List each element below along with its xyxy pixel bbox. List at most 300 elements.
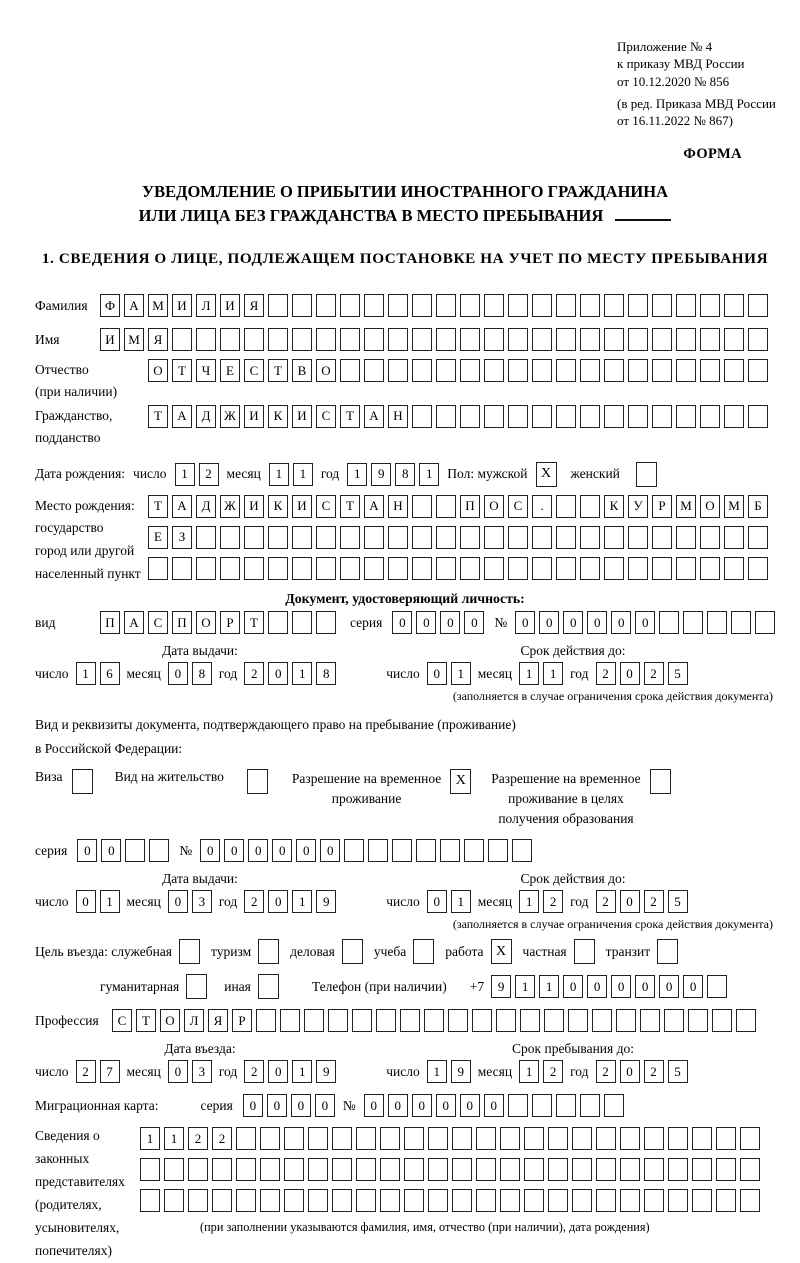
- char-box[interactable]: [604, 557, 624, 580]
- char-box[interactable]: Ф: [100, 294, 120, 317]
- char-box[interactable]: [668, 1189, 688, 1212]
- char-box[interactable]: [640, 1009, 660, 1032]
- char-box[interactable]: А: [364, 405, 384, 428]
- char-box[interactable]: [364, 294, 384, 317]
- char-box[interactable]: [476, 1189, 496, 1212]
- char-box[interactable]: [484, 405, 504, 428]
- sex-female-checkbox[interactable]: [636, 462, 657, 487]
- char-box[interactable]: 1: [175, 463, 195, 486]
- char-box[interactable]: [268, 294, 288, 317]
- char-box[interactable]: [692, 1189, 712, 1212]
- char-box[interactable]: Д: [196, 405, 216, 428]
- char-box[interactable]: Л: [184, 1009, 204, 1032]
- char-box[interactable]: [332, 1158, 352, 1181]
- char-box[interactable]: 9: [371, 463, 391, 486]
- char-box[interactable]: 0: [268, 890, 288, 913]
- char-box[interactable]: 1: [519, 662, 539, 685]
- char-box[interactable]: И: [172, 294, 192, 317]
- char-box[interactable]: Н: [388, 495, 408, 518]
- char-box[interactable]: [652, 557, 672, 580]
- char-box[interactable]: [244, 557, 264, 580]
- char-box[interactable]: Е: [148, 526, 168, 549]
- char-box[interactable]: 0: [272, 839, 292, 862]
- char-box[interactable]: [304, 1009, 324, 1032]
- purpose-transit-checkbox[interactable]: [657, 939, 678, 964]
- char-box[interactable]: [604, 359, 624, 382]
- char-box[interactable]: И: [220, 294, 240, 317]
- char-box[interactable]: [659, 611, 679, 634]
- char-box[interactable]: [532, 526, 552, 549]
- char-box[interactable]: [316, 526, 336, 549]
- char-box[interactable]: [236, 1189, 256, 1212]
- char-box[interactable]: [700, 405, 720, 428]
- char-box[interactable]: 6: [100, 662, 120, 685]
- char-box[interactable]: 1: [519, 1060, 539, 1083]
- char-box[interactable]: С: [244, 359, 264, 382]
- char-box[interactable]: [716, 1158, 736, 1181]
- char-box[interactable]: [256, 1009, 276, 1032]
- char-box[interactable]: 2: [188, 1127, 208, 1150]
- char-box[interactable]: Д: [196, 495, 216, 518]
- char-box[interactable]: [356, 1127, 376, 1150]
- char-box[interactable]: 0: [101, 839, 121, 862]
- temp-residence-edu-checkbox[interactable]: [650, 769, 671, 794]
- char-box[interactable]: И: [100, 328, 120, 351]
- char-box[interactable]: [676, 328, 696, 351]
- char-box[interactable]: О: [148, 359, 168, 382]
- char-box[interactable]: [484, 294, 504, 317]
- char-box[interactable]: [284, 1158, 304, 1181]
- char-box[interactable]: 8: [316, 662, 336, 685]
- char-box[interactable]: [580, 359, 600, 382]
- char-box[interactable]: 0: [364, 1094, 384, 1117]
- char-box[interactable]: [340, 328, 360, 351]
- char-box[interactable]: 0: [291, 1094, 311, 1117]
- char-box[interactable]: 8: [192, 662, 212, 685]
- char-box[interactable]: 1: [427, 1060, 447, 1083]
- char-box[interactable]: [308, 1189, 328, 1212]
- char-box[interactable]: [436, 328, 456, 351]
- char-box[interactable]: [484, 557, 504, 580]
- char-box[interactable]: [548, 1158, 568, 1181]
- char-box[interactable]: [520, 1009, 540, 1032]
- char-box[interactable]: [149, 839, 169, 862]
- char-box[interactable]: [292, 526, 312, 549]
- char-box[interactable]: [388, 328, 408, 351]
- char-box[interactable]: [700, 557, 720, 580]
- char-box[interactable]: 0: [563, 611, 583, 634]
- char-box[interactable]: 0: [224, 839, 244, 862]
- char-box[interactable]: С: [508, 495, 528, 518]
- char-box[interactable]: [740, 1158, 760, 1181]
- char-box[interactable]: 2: [596, 1060, 616, 1083]
- char-box[interactable]: 2: [244, 662, 264, 685]
- char-box[interactable]: 0: [76, 890, 96, 913]
- char-box[interactable]: 0: [320, 839, 340, 862]
- char-box[interactable]: 1: [292, 1060, 312, 1083]
- char-box[interactable]: [748, 526, 768, 549]
- char-box[interactable]: Т: [136, 1009, 156, 1032]
- char-box[interactable]: [572, 1158, 592, 1181]
- char-box[interactable]: П: [100, 611, 120, 634]
- char-box[interactable]: [500, 1158, 520, 1181]
- char-box[interactable]: 0: [200, 839, 220, 862]
- char-box[interactable]: [748, 359, 768, 382]
- char-box[interactable]: [604, 526, 624, 549]
- char-box[interactable]: [508, 405, 528, 428]
- char-box[interactable]: [484, 526, 504, 549]
- char-box[interactable]: 0: [427, 890, 447, 913]
- char-box[interactable]: 0: [464, 611, 484, 634]
- char-box[interactable]: Т: [340, 405, 360, 428]
- char-box[interactable]: [340, 557, 360, 580]
- char-box[interactable]: А: [124, 294, 144, 317]
- char-box[interactable]: [268, 557, 288, 580]
- char-box[interactable]: [532, 557, 552, 580]
- char-box[interactable]: К: [604, 495, 624, 518]
- char-box[interactable]: 0: [611, 975, 631, 998]
- char-box[interactable]: [556, 294, 576, 317]
- char-box[interactable]: [376, 1009, 396, 1032]
- char-box[interactable]: [436, 294, 456, 317]
- char-box[interactable]: [404, 1127, 424, 1150]
- char-box[interactable]: И: [292, 495, 312, 518]
- char-box[interactable]: [707, 975, 727, 998]
- char-box[interactable]: 0: [659, 975, 679, 998]
- char-box[interactable]: [500, 1189, 520, 1212]
- char-box[interactable]: [580, 526, 600, 549]
- char-box[interactable]: [172, 557, 192, 580]
- char-box[interactable]: [724, 405, 744, 428]
- char-box[interactable]: [172, 328, 192, 351]
- char-box[interactable]: А: [364, 495, 384, 518]
- char-box[interactable]: Я: [208, 1009, 228, 1032]
- char-box[interactable]: 1: [451, 662, 471, 685]
- char-box[interactable]: Т: [244, 611, 264, 634]
- char-box[interactable]: С: [316, 405, 336, 428]
- char-box[interactable]: [388, 526, 408, 549]
- char-box[interactable]: Ж: [220, 405, 240, 428]
- char-box[interactable]: [196, 328, 216, 351]
- char-box[interactable]: [676, 526, 696, 549]
- char-box[interactable]: [404, 1158, 424, 1181]
- char-box[interactable]: А: [172, 495, 192, 518]
- char-box[interactable]: Б: [748, 495, 768, 518]
- char-box[interactable]: [500, 1127, 520, 1150]
- char-box[interactable]: 9: [316, 1060, 336, 1083]
- char-box[interactable]: [452, 1127, 472, 1150]
- char-box[interactable]: 5: [668, 890, 688, 913]
- char-box[interactable]: [556, 557, 576, 580]
- char-box[interactable]: У: [628, 495, 648, 518]
- char-box[interactable]: 0: [611, 611, 631, 634]
- char-box[interactable]: [268, 328, 288, 351]
- char-box[interactable]: [484, 359, 504, 382]
- char-box[interactable]: 0: [587, 611, 607, 634]
- char-box[interactable]: [556, 495, 576, 518]
- char-box[interactable]: 1: [419, 463, 439, 486]
- char-box[interactable]: [364, 557, 384, 580]
- char-box[interactable]: [428, 1189, 448, 1212]
- char-box[interactable]: [596, 1127, 616, 1150]
- char-box[interactable]: [512, 839, 532, 862]
- char-box[interactable]: [316, 294, 336, 317]
- char-box[interactable]: [412, 405, 432, 428]
- char-box[interactable]: [676, 294, 696, 317]
- char-box[interactable]: [484, 328, 504, 351]
- char-box[interactable]: [508, 526, 528, 549]
- char-box[interactable]: [388, 359, 408, 382]
- char-box[interactable]: 9: [316, 890, 336, 913]
- purpose-study-checkbox[interactable]: [413, 939, 434, 964]
- char-box[interactable]: 0: [539, 611, 559, 634]
- char-box[interactable]: [592, 1009, 612, 1032]
- char-box[interactable]: [368, 839, 388, 862]
- char-box[interactable]: .: [532, 495, 552, 518]
- char-box[interactable]: [308, 1127, 328, 1150]
- char-box[interactable]: 5: [668, 1060, 688, 1083]
- purpose-business-checkbox[interactable]: [342, 939, 363, 964]
- char-box[interactable]: [412, 294, 432, 317]
- char-box[interactable]: 2: [543, 1060, 563, 1083]
- char-box[interactable]: [412, 557, 432, 580]
- char-box[interactable]: [412, 328, 432, 351]
- char-box[interactable]: [668, 1158, 688, 1181]
- char-box[interactable]: 0: [436, 1094, 456, 1117]
- char-box[interactable]: [284, 1189, 304, 1212]
- char-box[interactable]: [740, 1127, 760, 1150]
- char-box[interactable]: [692, 1127, 712, 1150]
- char-box[interactable]: [424, 1009, 444, 1032]
- char-box[interactable]: 2: [199, 463, 219, 486]
- char-box[interactable]: [724, 294, 744, 317]
- char-box[interactable]: [436, 359, 456, 382]
- char-box[interactable]: [412, 526, 432, 549]
- char-box[interactable]: [196, 557, 216, 580]
- char-box[interactable]: [548, 1189, 568, 1212]
- char-box[interactable]: [508, 557, 528, 580]
- char-box[interactable]: [683, 611, 703, 634]
- char-box[interactable]: [748, 328, 768, 351]
- char-box[interactable]: 1: [76, 662, 96, 685]
- char-box[interactable]: [644, 1158, 664, 1181]
- char-box[interactable]: [652, 359, 672, 382]
- char-box[interactable]: [604, 294, 624, 317]
- char-box[interactable]: [544, 1009, 564, 1032]
- char-box[interactable]: [436, 526, 456, 549]
- char-box[interactable]: [472, 1009, 492, 1032]
- char-box[interactable]: [628, 294, 648, 317]
- residence-permit-checkbox[interactable]: [247, 769, 268, 794]
- char-box[interactable]: О: [316, 359, 336, 382]
- char-box[interactable]: Е: [220, 359, 240, 382]
- char-box[interactable]: [700, 294, 720, 317]
- char-box[interactable]: 9: [491, 975, 511, 998]
- char-box[interactable]: [260, 1127, 280, 1150]
- char-box[interactable]: [460, 557, 480, 580]
- char-box[interactable]: [236, 1158, 256, 1181]
- char-box[interactable]: [308, 1158, 328, 1181]
- char-box[interactable]: 2: [644, 662, 664, 685]
- char-box[interactable]: Т: [148, 495, 168, 518]
- char-box[interactable]: 0: [440, 611, 460, 634]
- char-box[interactable]: 0: [427, 662, 447, 685]
- char-box[interactable]: [428, 1127, 448, 1150]
- char-box[interactable]: 0: [77, 839, 97, 862]
- char-box[interactable]: И: [244, 405, 264, 428]
- char-box[interactable]: [488, 839, 508, 862]
- char-box[interactable]: [212, 1189, 232, 1212]
- char-box[interactable]: [700, 328, 720, 351]
- char-box[interactable]: О: [700, 495, 720, 518]
- char-box[interactable]: [596, 1158, 616, 1181]
- char-box[interactable]: [620, 1189, 640, 1212]
- char-box[interactable]: Т: [268, 359, 288, 382]
- char-box[interactable]: М: [676, 495, 696, 518]
- char-box[interactable]: [280, 1009, 300, 1032]
- char-box[interactable]: [572, 1127, 592, 1150]
- char-box[interactable]: [628, 359, 648, 382]
- char-box[interactable]: [556, 405, 576, 428]
- char-box[interactable]: [448, 1009, 468, 1032]
- char-box[interactable]: 0: [168, 890, 188, 913]
- char-box[interactable]: [620, 1158, 640, 1181]
- char-box[interactable]: С: [112, 1009, 132, 1032]
- char-box[interactable]: [268, 526, 288, 549]
- char-box[interactable]: [736, 1009, 756, 1032]
- char-box[interactable]: [392, 839, 412, 862]
- char-box[interactable]: К: [268, 495, 288, 518]
- char-box[interactable]: А: [172, 405, 192, 428]
- char-box[interactable]: Р: [652, 495, 672, 518]
- char-box[interactable]: [556, 526, 576, 549]
- char-box[interactable]: [352, 1009, 372, 1032]
- sex-male-checkbox[interactable]: X: [536, 462, 557, 487]
- char-box[interactable]: [620, 1127, 640, 1150]
- char-box[interactable]: Т: [148, 405, 168, 428]
- char-box[interactable]: 2: [76, 1060, 96, 1083]
- char-box[interactable]: 2: [596, 890, 616, 913]
- char-box[interactable]: [692, 1158, 712, 1181]
- char-box[interactable]: [524, 1127, 544, 1150]
- char-box[interactable]: [452, 1189, 472, 1212]
- char-box[interactable]: [616, 1009, 636, 1032]
- char-box[interactable]: [388, 557, 408, 580]
- char-box[interactable]: [712, 1009, 732, 1032]
- char-box[interactable]: [548, 1127, 568, 1150]
- char-box[interactable]: 0: [515, 611, 535, 634]
- char-box[interactable]: Р: [220, 611, 240, 634]
- char-box[interactable]: 0: [248, 839, 268, 862]
- char-box[interactable]: [476, 1158, 496, 1181]
- char-box[interactable]: 0: [620, 890, 640, 913]
- char-box[interactable]: 1: [543, 662, 563, 685]
- char-box[interactable]: 0: [620, 1060, 640, 1083]
- char-box[interactable]: [724, 359, 744, 382]
- char-box[interactable]: 1: [515, 975, 535, 998]
- char-box[interactable]: [344, 839, 364, 862]
- char-box[interactable]: [652, 405, 672, 428]
- char-box[interactable]: [524, 1189, 544, 1212]
- char-box[interactable]: [556, 1094, 576, 1117]
- char-box[interactable]: [508, 328, 528, 351]
- char-box[interactable]: [724, 526, 744, 549]
- char-box[interactable]: 1: [519, 890, 539, 913]
- char-box[interactable]: [556, 359, 576, 382]
- char-box[interactable]: 0: [620, 662, 640, 685]
- char-box[interactable]: [652, 328, 672, 351]
- char-box[interactable]: [572, 1189, 592, 1212]
- char-box[interactable]: [292, 557, 312, 580]
- char-box[interactable]: И: [292, 405, 312, 428]
- char-box[interactable]: 1: [164, 1127, 184, 1150]
- char-box[interactable]: [568, 1009, 588, 1032]
- char-box[interactable]: [604, 1094, 624, 1117]
- char-box[interactable]: 3: [192, 890, 212, 913]
- purpose-other-checkbox[interactable]: [258, 974, 279, 999]
- char-box[interactable]: 0: [296, 839, 316, 862]
- char-box[interactable]: [676, 557, 696, 580]
- char-box[interactable]: [668, 1127, 688, 1150]
- char-box[interactable]: [284, 1127, 304, 1150]
- char-box[interactable]: [380, 1189, 400, 1212]
- char-box[interactable]: [532, 294, 552, 317]
- char-box[interactable]: [464, 839, 484, 862]
- char-box[interactable]: 5: [668, 662, 688, 685]
- char-box[interactable]: [532, 405, 552, 428]
- purpose-official-checkbox[interactable]: [179, 939, 200, 964]
- char-box[interactable]: 0: [168, 1060, 188, 1083]
- char-box[interactable]: [532, 1094, 552, 1117]
- char-box[interactable]: [316, 611, 336, 634]
- char-box[interactable]: 0: [392, 611, 412, 634]
- char-box[interactable]: [580, 557, 600, 580]
- char-box[interactable]: [332, 1127, 352, 1150]
- char-box[interactable]: [676, 405, 696, 428]
- char-box[interactable]: [188, 1189, 208, 1212]
- char-box[interactable]: [700, 359, 720, 382]
- char-box[interactable]: 0: [635, 975, 655, 998]
- char-box[interactable]: 0: [484, 1094, 504, 1117]
- char-box[interactable]: [580, 405, 600, 428]
- char-box[interactable]: [356, 1158, 376, 1181]
- char-box[interactable]: [148, 557, 168, 580]
- char-box[interactable]: С: [316, 495, 336, 518]
- char-box[interactable]: [748, 294, 768, 317]
- char-box[interactable]: [664, 1009, 684, 1032]
- char-box[interactable]: 1: [269, 463, 289, 486]
- char-box[interactable]: [604, 328, 624, 351]
- char-box[interactable]: С: [148, 611, 168, 634]
- char-box[interactable]: [628, 328, 648, 351]
- char-box[interactable]: [716, 1127, 736, 1150]
- char-box[interactable]: [676, 359, 696, 382]
- char-box[interactable]: Ж: [220, 495, 240, 518]
- char-box[interactable]: 1: [451, 890, 471, 913]
- char-box[interactable]: [340, 359, 360, 382]
- char-box[interactable]: [532, 328, 552, 351]
- char-box[interactable]: А: [124, 611, 144, 634]
- char-box[interactable]: [508, 294, 528, 317]
- char-box[interactable]: [140, 1158, 160, 1181]
- char-box[interactable]: [644, 1127, 664, 1150]
- char-box[interactable]: [731, 611, 751, 634]
- char-box[interactable]: В: [292, 359, 312, 382]
- visa-checkbox[interactable]: [72, 769, 93, 794]
- char-box[interactable]: 0: [416, 611, 436, 634]
- char-box[interactable]: [460, 328, 480, 351]
- char-box[interactable]: [748, 557, 768, 580]
